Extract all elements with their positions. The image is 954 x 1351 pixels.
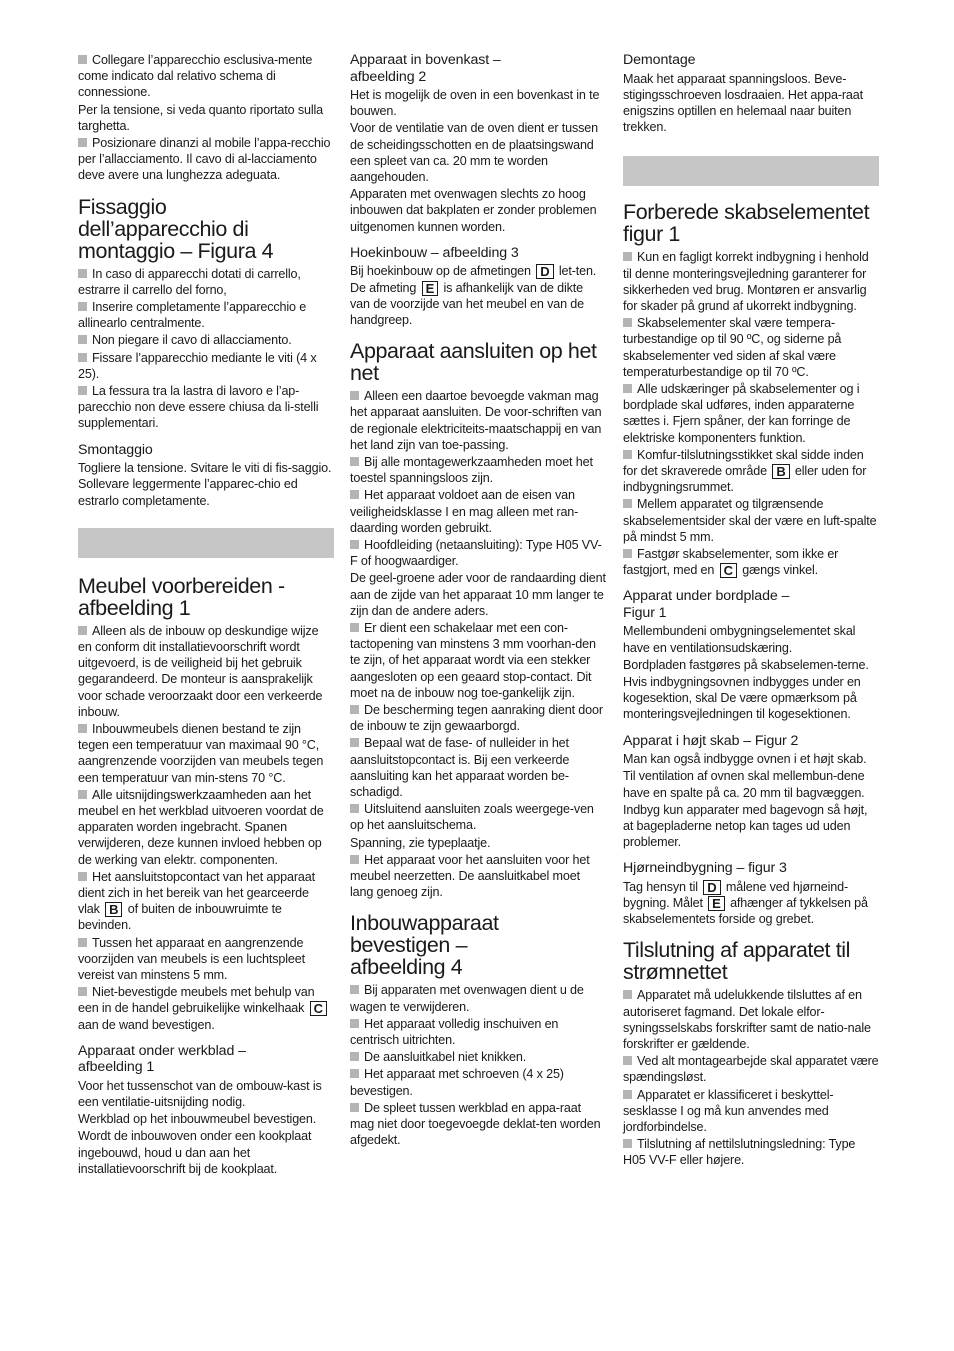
bullet-square-icon: [78, 335, 87, 344]
bullet-paragraph: Kun en fagligt korrekt indbygning i henhold til denne monteringsvejledning garanterer for sikkerheden ved brug. Montøren er ansvarlig for skader på grund af ukorrekt indbygning.: [623, 250, 869, 313]
bullet-square-icon: [78, 724, 87, 733]
bullet-square-icon: [623, 990, 632, 999]
bullet-square-icon: [350, 1069, 359, 1078]
bullet-square-icon: [623, 1056, 632, 1065]
heading-bovenkast: Apparaat in bovenkast – afbeelding 2: [350, 52, 501, 85]
bullet-square-icon: [78, 938, 87, 947]
heading-onder-werkblad: Apparaat onder werkblad – afbeelding 1: [78, 1042, 246, 1076]
heading-hojt-skab: Apparat i højt skab – Figur 2: [623, 732, 799, 749]
bullet-paragraph: Apparatet er klassificeret i beskyttel-sesklasse I og må kun anvendes med jordforbindelse.: [623, 1087, 834, 1135]
heading-smontaggio: Smontaggio: [78, 441, 153, 458]
bullet-square-icon: [623, 384, 632, 393]
heading-demontage: Demontage: [623, 52, 696, 68]
bullet-square-icon: [623, 318, 632, 327]
bullet-paragraph: Het apparaat met schroeven (4 x 25) bevestigen.: [350, 1067, 564, 1098]
bullet-paragraph: Alle udskæringer på skabselementer og i bordplade skal udføres, inden apparaterne sættes i. Fjern spåner, der kan forringe de elektriske komponenters funktion.: [623, 381, 860, 445]
bullet-paragraph: Collegare l’apparecchio esclusiva-mente come indicato dal relativo schema di connessione.: [78, 53, 313, 100]
bullet-paragraph: La fessura tra la lastra di lavoro e l’ap-parecchio non deve essere chiusa da li-stelli supplementari.: [78, 384, 319, 431]
heading-aansluiten: Apparaat aansluiten op het net: [350, 339, 597, 386]
bullet-paragraph: Alleen een daartoe bevoegde vakman mag het apparaat aansluiten. De voor-schriften van de regionale elektriciteits-maatschappij en van het land zijn van toe-passing.: [350, 389, 602, 452]
bullet-paragraph: Bepaal wat de fase- of nulleider in het aansluitstopcontact is. Bij een verkeerde aansluiting kan het apparaat worden be-schadigd.: [350, 736, 570, 800]
bullet-paragraph: Hoofdleiding (netaansluiting): Type H05 VV-F of hoogwaardiger.: [350, 537, 602, 569]
bullet-square-icon: [623, 1090, 632, 1099]
bullet-paragraph: Inserire completamente l’apparecchio e allinearlo centralmente.: [78, 300, 307, 331]
bullet-square-icon: [78, 269, 87, 278]
label-box-b: B: [772, 464, 789, 479]
bullet-square-icon: [78, 302, 87, 311]
paragraph: Werkblad op het inbouwmeubel bevestigen.: [78, 1112, 317, 1127]
bullet-square-icon: [78, 386, 87, 395]
bullet-square-icon: [350, 1103, 359, 1112]
bullet-square-icon: [350, 985, 359, 994]
bullet-square-icon: [350, 705, 359, 714]
bullet-paragraph: Fissare l’apparecchio mediante le viti (4 x 25).: [78, 350, 317, 381]
paragraph: Mellembundeni ombygningselementet skal have en ventilationsudskæring.: [623, 624, 856, 655]
bullet-paragraph: De aansluitkabel niet knikken.: [350, 1049, 606, 1065]
heading-inbouwapparaat: Inbouwapparaat bevestigen – afbeelding 4: [350, 911, 499, 980]
bullet-paragraph: Ved alt montagearbejde skal apparatet være spændingsløst.: [623, 1054, 879, 1085]
column-middle: [350, 52, 606, 1149]
bullet-paragraph: Het apparaat voor het aansluiten voor het meubel neerzetten. De aansluitkabel moet lang genoeg zijn.: [350, 852, 590, 900]
paragraph: Togliere la tensione. Svitare le viti di fis-saggio. Sollevare leggermente l’apparec-chio ed estrarlo completamente.: [78, 461, 332, 508]
bullet-paragraph: Het apparaat voldoet aan de eisen van veiligheidsklasse I en mag alleen met ran-daarding worden gebruikt.: [350, 488, 579, 535]
paragraph: Bij hoekinbouw op de afmetingen D let-ten. De afmeting E is afhankelijk van de dikte van de voorzijde van het meubel en van de handgreep.: [350, 264, 597, 327]
paragraph: Tag hensyn til D målene ved hjørneind-bygning. Målet E afhænger af tykkelsen på skabselementets forside og grebet.: [623, 879, 868, 927]
bullet-paragraph: Non piegare il cavo di allacciamento.: [78, 332, 334, 348]
bullet-square-icon: [350, 855, 359, 864]
paragraph: Bordpladen fastgøres på skabselemen-terne.: [623, 657, 869, 672]
heading-hjorneindbygning: Hjørneindbygning – figur 3: [623, 860, 787, 877]
bullet-square-icon: [623, 252, 632, 261]
bullet-square-icon: [623, 499, 632, 508]
paragraph: Man kan også indbygge ovnen i et højt skab.: [623, 752, 867, 767]
bullet-square-icon: [350, 623, 359, 632]
heading-fissaggio: Fissaggio dell’apparecchio di montaggio – Figura 4: [78, 194, 274, 263]
bullet-square-icon: [350, 391, 359, 400]
bullet-square-icon: [350, 457, 359, 466]
bullet-square-icon: [350, 540, 359, 549]
label-box-c: C: [310, 1001, 327, 1016]
heading-meubel: Meubel voorbereiden - afbeelding 1: [78, 573, 285, 620]
paragraph: Spanning, zie typeplaatje.: [350, 835, 491, 850]
bullet-paragraph: Bij alle montagewerkzaamheden moet het toestel spanningsloos zijn.: [350, 454, 593, 486]
bullet-paragraph: Tussen het apparaat en aangrenzende voorzijden van meubels is een luchtspleet vereist van minstens 5 mm.: [78, 935, 305, 983]
paragraph: Het is mogelijk de oven in een bovenkast in te bouwen.: [350, 88, 600, 119]
paragraph: Til ventilation af ovnen skal mellembun-dene have en spalte på ca. 20 mm til bagvæggen.: [623, 769, 865, 800]
bullet-square-icon: [623, 450, 632, 459]
column-left: [78, 52, 334, 1178]
paragraph: Voor het tussenschot van de ombouw-kast is een ventilatie-uitsnijding nodig.: [78, 1078, 322, 1110]
bullet-paragraph: In caso di apparecchi dotati di carrello, estrarre il carrello del forno,: [78, 266, 301, 297]
label-box-d: D: [703, 880, 720, 895]
bullet-paragraph: Er dient een schakelaar met een con-tactopening van minstens 3 mm voorhan-den te zijn, of het apparaat wordt via een stekker aangesloten op een geaard stop-contact. Dit moet na de inbouw nog toe-gankelijk zijn.: [350, 620, 596, 700]
paragraph: Wordt de inbouwoven onder een kookplaat ingebouwd, houd u dan aan het installatievoorschrift bij de kookplaat.: [78, 1129, 312, 1176]
paragraph: Hvis indbygningsovnen indbygges under en kogesektion, skal De være opmærksom på monteringsvejledningen til kogesektionen.: [623, 674, 861, 722]
bullet-square-icon: [78, 987, 87, 996]
bullet-square-icon: [78, 55, 87, 64]
section-divider-band: [623, 156, 879, 186]
bullet-square-icon: [623, 1139, 632, 1148]
bullet-paragraph: Apparatet må udelukkende tilsluttes af en autoriseret fagmand. Det lokale elfor-syningsselskabs forskrifter samt de natio-nale forskrifter er gældende.: [623, 988, 871, 1052]
bullet-square-icon: [350, 804, 359, 813]
bullet-square-icon: [350, 1019, 359, 1028]
bullet-paragraph: Niet-bevestigde meubels met behulp van een in de handel gebruikelijke winkelhaak C aan de wand bevestigen.: [78, 984, 334, 1033]
paragraph: Voor de ventilatie van de oven dient er tussen de scheidingsschotten en de plaatsingswand een spleet van ca. 20 mm te worden aangehouden.: [350, 121, 598, 185]
bullet-square-icon: [350, 738, 359, 747]
column-right: [623, 52, 879, 1170]
bullet-paragraph: Alleen als de inbouw op deskundige wijze en conform dit installatievoorschrift wordt uitgevoerd, is de veiligheid bij het gebruik gegarandeerd. De monteur is aansprakelijk voor schade veroorzaakt door een verkeerde inbouw.: [78, 623, 323, 719]
label-box-e: E: [708, 896, 725, 911]
bullet-paragraph: De bescherming tegen aanraking dient door de inbouw te zijn gewaarborgd.: [350, 703, 603, 734]
bullet-paragraph: Bij apparaten met ovenwagen dient u de wagen te verwijderen.: [350, 983, 584, 1014]
bullet-paragraph: Het apparaat volledig inschuiven en centrisch uitrichten.: [350, 1016, 559, 1048]
bullet-square-icon: [78, 626, 87, 635]
bullet-paragraph: De spleet tussen werkblad en appa-raat mag niet door toegevoegde deklat-ten worden afgedekt.: [350, 1100, 601, 1148]
bullet-paragraph: Posizionare dinanzi al mobile l’appa-recchio per l’allacciamento. Il cavo di al-lacciamento deve avere una lunghezza adeguata.: [78, 136, 331, 183]
label-box-e: E: [422, 281, 439, 296]
paragraph: Apparaten met ovenwagen slechts zo hoog inbouwen dat bakplaten er zonder problemen uitgenomen kunnen worden.: [350, 187, 597, 234]
bullet-square-icon: [350, 490, 359, 499]
label-box-d: D: [536, 264, 553, 279]
bullet-square-icon: [78, 138, 87, 147]
bullet-square-icon: [78, 353, 87, 362]
paragraph: Maak het apparaat spanningsloos. Beve-stigingsschroeven losdraaien. Het appa-raat enigszins optillen en helemaal naar buiten trekken.: [623, 71, 863, 135]
section-divider-band: [78, 528, 334, 558]
heading-hoekinbouw: Hoekinbouw – afbeelding 3: [350, 244, 519, 261]
bullet-paragraph: Fastgør skabselementer, som ikke er fastgjort, med en C gængs vinkel.: [623, 546, 839, 579]
heading-forberede: Forberede skabselementet figur 1: [623, 200, 870, 247]
bullet-square-icon: [78, 790, 87, 799]
bullet-paragraph: Alle uitsnijdingswerkzaamheden aan het meubel en het werkblad uitvoeren voordat de apparaten worden ingebracht. Spanen verwijderen, deze kunnen invloed hebben op de werking van elektr. componenten.: [78, 787, 324, 867]
bullet-paragraph: Uitsluitend aansluiten zoals weergege-ven op het aansluitschema.: [350, 802, 594, 833]
bullet-paragraph: Inbouwmeubels dienen bestand te zijn tegen een temperatuur van maximaal 90 °C, aangrenzende voorzijden van meubels tegen een temperatuur van min-stens 70 °C.: [78, 721, 324, 785]
bullet-paragraph: Tilslutning af nettilslutningsledning: Type H05 VV-F eller højere.: [623, 1137, 856, 1168]
bullet-square-icon: [78, 872, 87, 881]
bullet-paragraph: Het aansluitstopcontact van het apparaat dient zich in het bereik van het gearceerde vlak B of buiten de inbouwruimte te bevinden.: [78, 869, 315, 933]
bullet-square-icon: [350, 1052, 359, 1061]
label-box-b: B: [105, 902, 122, 917]
heading-under-bordplade: Apparat under bordplade – Figur 1: [623, 588, 790, 621]
label-box-c: C: [720, 563, 737, 578]
bullet-paragraph: Skabselementer skal være tempera-turbestandige op til 90 ºC, og siderne på skabselementer ved siden af skal være temperaturbestandige op til 70 ºC.: [623, 316, 842, 379]
paragraph: Per la tensione, si veda quanto riportato sulla targhetta.: [78, 102, 323, 133]
paragraph: Indbyg kun apparater med bagevogn så højt, at bagepladerne netop kan tages ud uden problemer.: [623, 802, 868, 850]
bullet-paragraph: Komfur-tilslutningsstikket skal sidde inden for det skraverede område B eller uden for indbygningsrummet.: [623, 447, 867, 495]
heading-tilslutning: Tilslutning af apparatet til strømnettet: [623, 938, 851, 985]
bullet-paragraph: Mellem apparatet og tilgrænsende skabselementsider skal der være en luft-spalte på mindst 5 mm.: [623, 497, 877, 544]
bullet-square-icon: [623, 549, 632, 558]
paragraph: De geel-groene ader voor de randaarding dient aan de zijde van het apparaat 10 mm langer te zijn dan de andere aders.: [350, 571, 606, 618]
